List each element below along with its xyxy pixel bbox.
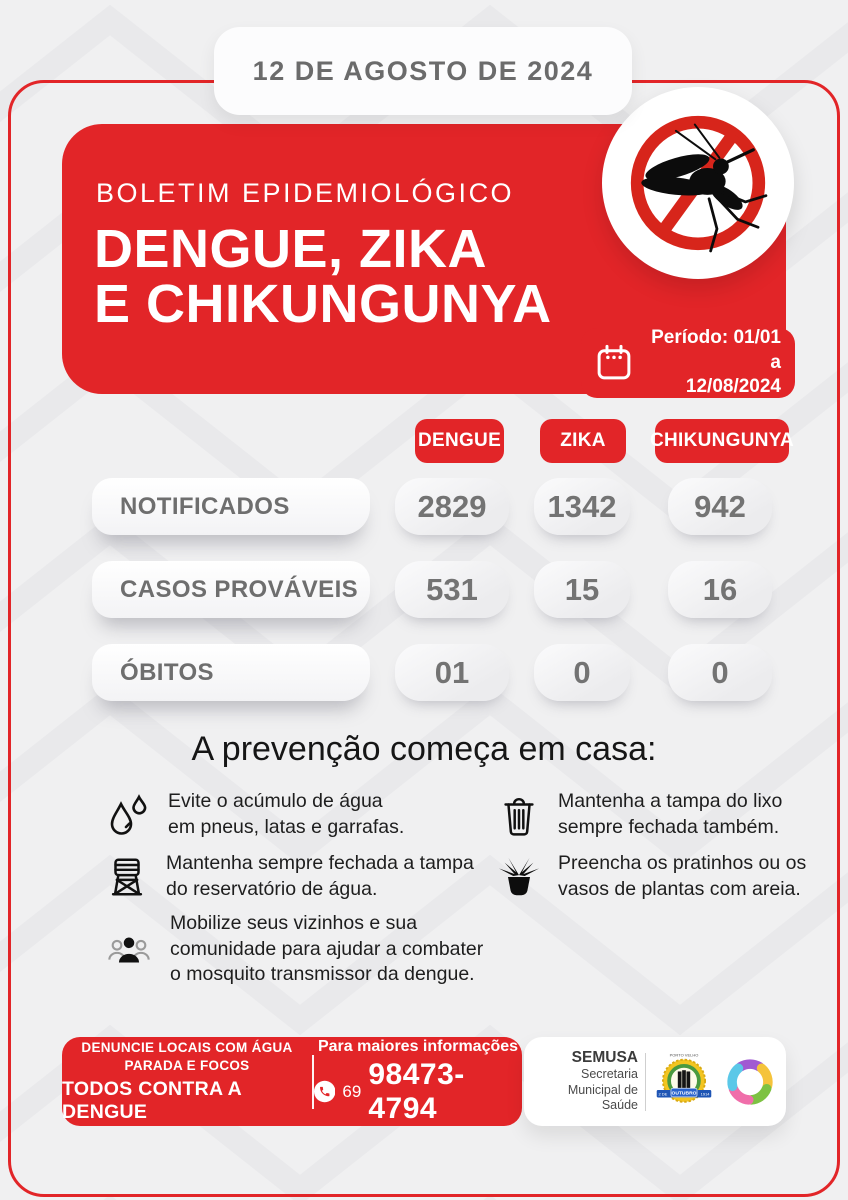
info-label: Para maiores informações (317, 1037, 519, 1055)
value-obitos-dengue: 01 (395, 644, 509, 701)
community-icon (104, 927, 154, 973)
plant-pot-icon (496, 854, 542, 900)
footer-report-block (62, 1037, 312, 1126)
tip-text: Mantenha sempre fechada a tampa do reservatório de água. (166, 852, 474, 900)
calendar-icon (593, 342, 635, 384)
crest-ribbon-right: 1914 (700, 1091, 710, 1097)
water-tower-icon (104, 854, 150, 900)
report-slogan: TODOS CONTRA A DENGUE (62, 1078, 242, 1124)
no-mosquito-icon (619, 104, 777, 262)
value-notificados-zika: 1342 (534, 478, 630, 535)
period-line-2: 12/08/2024 (685, 376, 781, 398)
column-header-zika: ZIKA (540, 419, 626, 463)
crest-banner-text: OUTUBRO (671, 1091, 697, 1097)
row-label-casos-provaveis: CASOS PROVÁVEIS (92, 561, 370, 618)
tip-close-water-tank (104, 851, 474, 902)
no-mosquito-badge (602, 87, 794, 279)
row-label-obitos: ÓBITOS (92, 644, 370, 701)
date-banner (214, 27, 632, 115)
phone-row (314, 1058, 522, 1126)
prevention-heading: A prevenção começa em casa: (191, 730, 657, 768)
value-notificados-dengue: 2829 (395, 478, 509, 535)
tip-avoid-water-accumulation (104, 789, 404, 840)
column-header-dengue: DENGUE (415, 419, 504, 463)
tip-close-trash-lid (496, 789, 782, 840)
tip-text: Mantenha a tampa do lixo sempre fechada também. (558, 790, 783, 838)
title-line-1: DENGUE, ZIKA (94, 219, 488, 279)
footer-org-card (524, 1037, 786, 1126)
tip-text: Mobilize seus vizinhos e sua comunidade para ajudar a combater o mosquito transmissor da dengue. (170, 912, 484, 986)
bulletin-kicker: BOLETIM EPIDEMIOLÓGICO (96, 178, 515, 208)
org-name: SEMUSA (571, 1049, 638, 1067)
period-badge (581, 328, 795, 398)
value-notificados-chikungunya: 942 (668, 478, 772, 535)
report-line-2: PARADA E FOCOS (124, 1058, 250, 1073)
tip-fill-plant-pots-with-sand (496, 851, 806, 902)
crest-ribbon-left: 2 DE (658, 1091, 668, 1097)
value-obitos-zika: 0 (534, 644, 630, 701)
org-text-block (534, 1049, 638, 1114)
title-line-2: E CHIKUNGUNYA (94, 274, 552, 335)
report-line-1: DENUNCIE LOCAIS COM ÁGUA (81, 1039, 293, 1055)
water-drops-icon (104, 791, 152, 839)
crest-top-text: PORTO VELHO (669, 1052, 699, 1058)
value-obitos-chikungunya: 0 (668, 644, 772, 701)
tip-mobilize-neighbors (104, 911, 483, 988)
period-line-1: Período: 01/01 a (651, 326, 781, 373)
trash-can-icon (496, 792, 542, 838)
footer-red-bar (62, 1037, 522, 1126)
org-subtitle: Secretaria Municipal de Saúde (567, 1067, 638, 1113)
tip-text: Evite o acúmulo de água em pneus, latas e garrafas. (168, 790, 405, 838)
health-program-circle-logo (722, 1054, 778, 1110)
bulletin-title (94, 219, 552, 335)
tip-text: Preencha os pratinhos ou os vasos de plantas com areia. (558, 852, 807, 900)
org-divider (645, 1053, 646, 1111)
value-casos-dengue: 531 (395, 561, 509, 618)
period-text (645, 326, 781, 400)
value-casos-zika: 15 (534, 561, 630, 618)
porto-velho-crest-logo (653, 1051, 715, 1113)
value-casos-chikungunya: 16 (668, 561, 772, 618)
row-label-notificados: NOTIFICADOS (92, 478, 370, 535)
header-card (62, 124, 786, 398)
phone-number: 98473-4794 (368, 1057, 465, 1125)
phone-area-code: 69 (342, 1081, 362, 1101)
footer-info-block (314, 1037, 522, 1126)
column-header-chikungunya: CHIKUNGUNYA (655, 419, 789, 463)
date-text: 12 DE AGOSTO DE 2024 (252, 55, 594, 86)
phone-icon (314, 1080, 335, 1103)
